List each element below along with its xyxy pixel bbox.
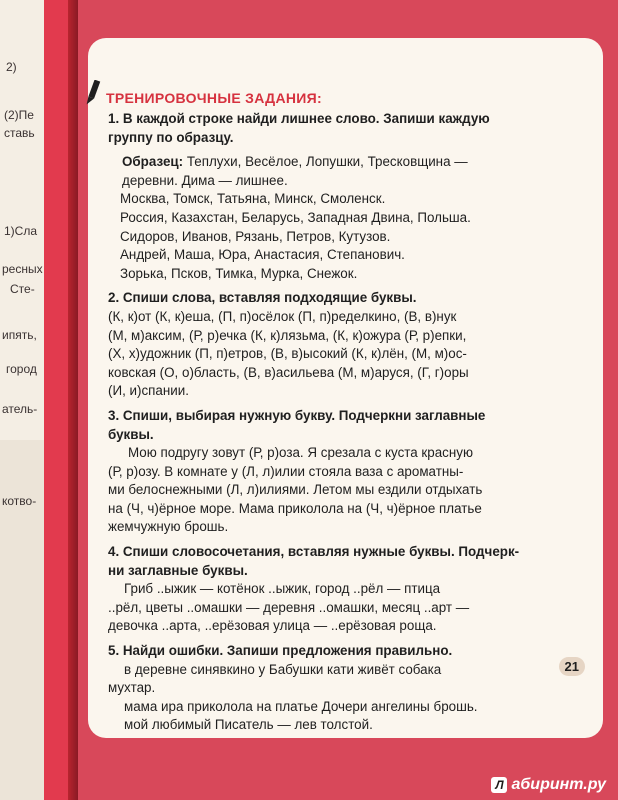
task1-heading-line: 1. В каждой строке найди лишнее слово. Запиши каждую [108,111,490,126]
sample-text: Теплухи, Весёлое, Лопушки, Тресковщина — [183,154,468,170]
task1-rows [108,190,598,283]
task1-heading [108,110,598,147]
task3-heading [108,407,598,444]
task5-line: мухтар. [108,680,156,696]
left-fragment: ресных [2,262,43,276]
left-fragment: ипять, [2,328,37,342]
left-fragment: город [6,362,37,376]
left-fragment: котво- [2,494,37,508]
left-fragment: 1)Сла [4,224,38,238]
left-fragment: атель- [2,402,38,416]
content-panel [88,38,603,738]
task2-line: (М, м)аксим, (Р, р)ечка (К, к)лязьма, (К, к)ожура (Р, р)епки, [108,327,467,343]
left-fragment: Сте- [10,282,35,296]
section-title: ТРЕНИРОВОЧНЫЕ ЗАДАНИЯ: [106,90,322,106]
task3-line: жемчужную брошь. [108,519,229,535]
task4-line: Гриб ..ыжик — котёнок ..ыжик, город ..рёл — птица [124,581,441,597]
labirint-logo-icon: Л [491,777,507,793]
task2-line: (И, и)спании. [108,383,189,399]
task3-heading-line: 3. Спиши, выбирая нужную букву. Подчеркни заглавные [108,407,486,423]
task5-line: в деревне синявкино у Бабушки кати живёт собака [124,661,442,677]
task1-row: Андрей, Маша, Юра, Анастасия, Степанович. [120,247,405,263]
task4-text [108,580,598,636]
task1-row: Россия, Казахстан, Беларусь, Западная Двина, Польша. [120,209,471,225]
task3-line: (Р, р)озу. В комнате у (Л, л)илии стояла ваза с ароматны- [108,463,464,479]
task5-line: мой любимый Писатель — лев толстой. [124,717,373,733]
task2-line: ковская (О, о)бласть, (В, в)асильева (М, м)аруся, (Г, г)оры [108,364,469,380]
exercise-content [108,110,598,735]
task1-row: Сидоров, Иванов, Рязань, Петров, Кутузов. [120,228,391,244]
left-page [0,0,68,800]
left-page-red-band [44,0,68,800]
sample-label: Образец: [122,154,184,170]
task1-heading-line: группу по образцу. [108,129,234,145]
task1-sample [108,153,598,190]
task2-heading: 2. Спиши слова, вставляя подходящие буквы. [108,290,417,306]
task5-heading: 5. Найди ошибки. Запиши предложения правильно. [108,643,453,659]
task4-heading-line: ни заглавные буквы. [108,562,248,578]
watermark-text: абиринт.ру [511,776,606,793]
watermark-logo [491,776,606,794]
page-number: 21 [559,657,585,676]
task5-text [108,661,598,735]
task4-line: девочка ..арта, ..ерёзовая улица — ..ерёзовая роща. [108,618,437,634]
task3-line: Мою подругу зовут (Р, р)оза. Я срезала с куста красную [128,445,474,461]
task4-line: ..рёл, цветы ..омашки — деревня ..омашки, месяц ..арт — [108,599,470,615]
task3-heading-line: буквы. [108,426,154,442]
task5-line: мама ира приколола на платье Дочери ангелины брошь. [124,698,478,714]
pencil-icon [86,80,102,106]
task3-text [108,444,598,537]
right-page [78,0,618,800]
left-fragment: 2) [6,60,17,74]
task4-heading [108,543,598,580]
task1-row: Москва, Томск, Татьяна, Минск, Смоленск. [120,191,386,207]
sample-text: деревни. Дима — лишнее. [122,172,288,188]
task4-heading-line: 4. Спиши словосочетания, вставляя нужные буквы. Подчерк- [108,544,520,560]
task2-line: (К, к)от (К, к)еша, (П, п)осёлок (П, п)ределкино, (В, в)нук [108,308,457,324]
left-fragment: ставь [4,126,35,140]
task3-line: ми белоснежными (Л, л)илиями. Летом мы ездили отдыхать [108,482,483,498]
task1-row: Зорька, Псков, Тимка, Мурка, Снежок. [120,265,358,281]
left-fragment: (2)Пе [4,108,34,122]
task2-text [108,308,598,401]
task2-line: (Х, х)удожник (П, п)етров, (В, в)ысокий (К, к)лён, (М, м)ос- [108,346,467,362]
book-spine [68,0,78,800]
task3-line: на (Ч, ч)ёрное море. Мама приколола на (Ч, ч)ёрное платье [108,500,482,516]
